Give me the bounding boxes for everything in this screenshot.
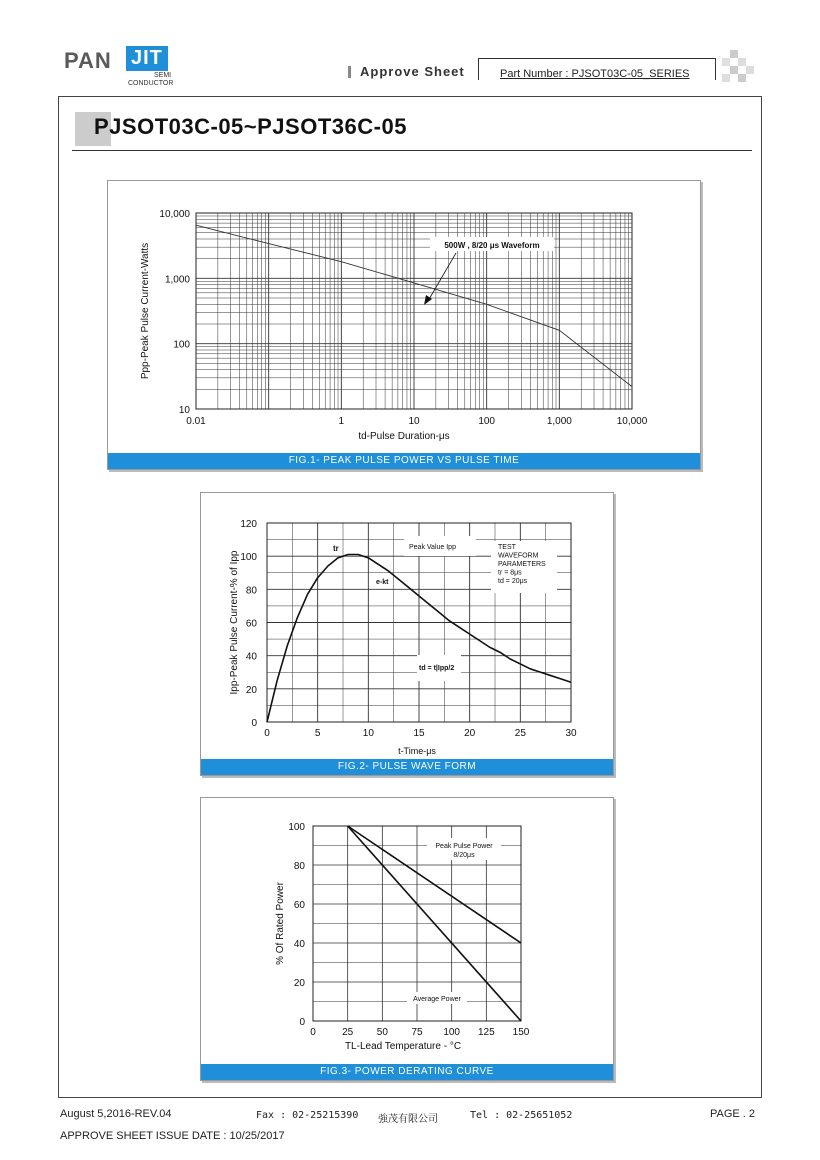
fig1-y-label: Ppp-Peak Pulse Current-Watts [140,242,151,380]
fig3-x-tick: 125 [477,1027,495,1038]
fig1-x-tick: 10 [408,416,420,427]
fig2-x-tick: 10 [362,728,374,739]
page-title: PJSOT03C-05~PJSOT36C-05 [94,114,407,139]
fig3-series1-label: Peak Pulse Power [435,843,493,850]
logo-text: PAN [64,48,112,73]
fig3-caption: FIG.3- POWER DERATING CURVE [201,1064,613,1080]
fig1-y-tick: 1,000 [164,274,190,286]
fig2-x-tick: 15 [413,728,425,739]
fig2-x-label: t-Time-μs [398,746,436,756]
fig2-y-tick: 20 [245,684,257,696]
fig3-x-label: TL-Lead Temperature - °C [344,1041,462,1052]
fig1-x-tick: 100 [478,416,496,427]
fig1-caption: FIG.1- PEAK PULSE POWER VS PULSE TIME [108,453,700,469]
fig2-y-tick: 120 [240,519,257,530]
fig2-x-tick: 0 [264,728,270,739]
footer-tel: Tel : 02-25651052 [470,1110,573,1121]
fig3-x-tick: 75 [411,1027,423,1038]
fig1-panel [107,180,701,470]
fig2-y-tick: 80 [245,585,257,597]
footer-page: PAGE . 2 [710,1108,756,1120]
footer-fax: Fax : 02-25215390 [256,1110,359,1121]
fig3-series1-label-sub: 8/20μs [453,852,475,859]
logo-jit: JIT [126,46,168,71]
fig2-test-param: PARAMETERS [498,561,546,568]
fig3-y-tick: 60 [293,900,305,911]
fig3-y-tick: 40 [293,939,305,950]
fig3-panel [200,797,614,1081]
fig3-x-tick: 25 [342,1027,354,1038]
checker-decoration [716,50,756,90]
fig1-x-tick: 1 [338,416,345,427]
fig2-y-tick: 60 [245,618,257,630]
fig3-y-label: % Of Rated Power [275,882,286,965]
fig1-annotation: 500W , 8/20 μs Waveform [444,241,540,250]
fig2-x-tick: 20 [464,728,476,739]
fig1-y-tick: 10,000 [159,209,190,220]
fig2-panel [200,492,614,776]
fig2-chart [201,493,615,761]
fig3-x-tick: 100 [443,1027,461,1038]
fig2-y-label: Ipp-Peak Pulse Current-% of Ipp [229,550,240,695]
fig2-test-param: TEST [498,544,516,551]
footer-company: 強茂有限公司 [378,1114,438,1125]
fig2-y-tick: 100 [240,552,257,564]
part-number: Part Number : PJSOT03C-05_SERIES [500,68,690,80]
logo-conductor: CONDUCTOR [128,80,174,87]
fig2-x-tick: 30 [565,728,577,739]
fig2-y-tick: 0 [251,718,257,729]
company-logo [64,48,184,90]
fig2-x-tick: 5 [314,728,321,739]
fig3-x-tick: 50 [376,1027,388,1038]
fig1-chart [108,181,702,455]
footer-date-rev: August 5,2016-REV.04 [60,1108,172,1120]
fig2-tr-label: tr [333,544,339,553]
approve-sheet-label: Approve Sheet [360,64,465,79]
fig2-ekt-label: e-kt [376,579,389,586]
fig2-caption: FIG.2- PULSE WAVE FORM [201,759,613,775]
fig2-test-param: WAVEFORM [498,552,539,560]
fig3-y-tick: 0 [299,1017,305,1028]
fig2-test-param: td = 20μs [498,578,528,585]
fig1-x-label: td-Pulse Duration-μs [358,431,450,442]
title-rule [72,150,752,151]
fig1-x-tick: 1,000 [546,416,572,427]
fig1-y-tick: 10 [178,405,190,416]
fig3-x-tick: 150 [512,1027,530,1038]
footer-issue-date: APPROVE SHEET ISSUE DATE : 10/25/2017 [60,1130,285,1142]
fig3-chart [201,798,615,1066]
fig3-x-tick: 0 [310,1027,316,1038]
fig1-y-tick: 100 [173,339,190,351]
fig1-x-tick: 10,000 [616,416,648,427]
fig3-y-tick: 80 [293,861,305,872]
fig3-y-tick: 20 [293,978,305,989]
fig3-series2-label: Average Power [413,996,461,1003]
logo-semi: SEMI [154,72,172,79]
fig2-y-tick: 40 [245,651,257,663]
fig1-x-tick: 0.01 [186,416,206,427]
fig2-td-label: td = t|Ipp/2 [419,665,455,672]
fig2-peak-label: Peak Value Ipp [409,544,456,551]
approve-bar [348,66,351,78]
fig3-y-tick: 100 [288,822,305,833]
fig2-test-param: tr = 8μs [498,569,522,577]
fig2-x-tick: 25 [514,728,526,739]
